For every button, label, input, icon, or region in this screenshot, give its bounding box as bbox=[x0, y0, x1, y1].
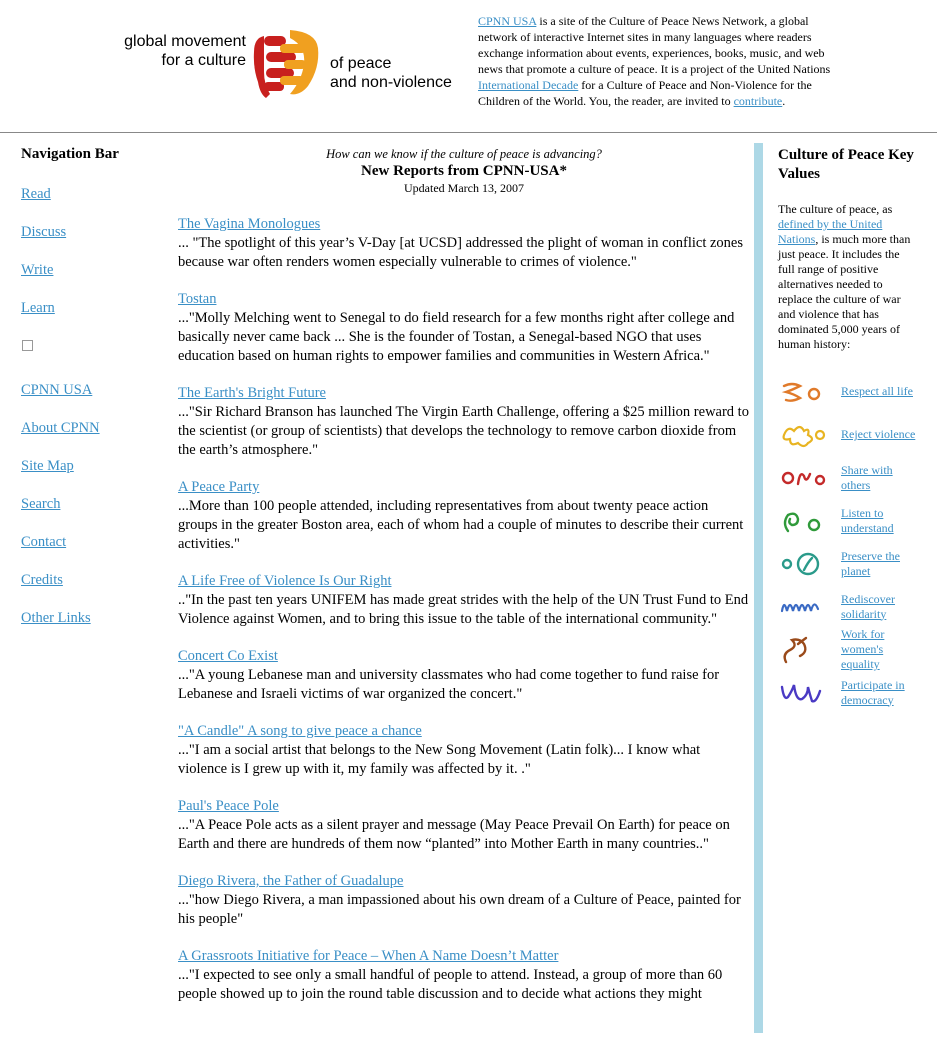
key-value-item bbox=[778, 628, 918, 671]
nav-link-site-map[interactable]: Site Map bbox=[21, 458, 74, 474]
report-title-link[interactable]: A Life Free of Violence Is Our Right bbox=[178, 573, 392, 589]
women-equality-icon bbox=[778, 634, 828, 666]
report-excerpt: ..."how Diego Rivera, a man impassioned about his own dream of a Culture of Peace, painted for his people" bbox=[178, 892, 741, 927]
report-excerpt: ..."Molly Melching went to Senegal to do field research for a few months right after college and basically never came back ... She is the founder of Tostan, a Senegal-based NGO that uses education based on human rights to empower families and communities in Western Africa." bbox=[178, 310, 735, 364]
report-excerpt: ..."I am a social artist that belongs to the New Song Movement (Latin folk)... I know what violence is I grew up with it, my family was affected by it. ." bbox=[178, 742, 701, 777]
report-excerpt: ...More than 100 people attended, including representatives from about twenty peace action groups in the greater Boston area, each of whom had a couple of minutes to describe their current activities." bbox=[178, 498, 744, 552]
peace-logo-icon bbox=[250, 28, 324, 100]
report-item bbox=[178, 478, 750, 554]
planet-icon bbox=[778, 548, 828, 580]
value-link-share[interactable]: Share with others bbox=[841, 462, 893, 492]
header-blurb bbox=[478, 13, 843, 109]
nav-link-other-links[interactable]: Other Links bbox=[21, 610, 91, 626]
value-link-reject-violence[interactable]: Reject violence bbox=[841, 427, 916, 441]
defined-by-un-link[interactable]: defined by the United Nations bbox=[778, 217, 883, 246]
report-item bbox=[178, 290, 750, 366]
key-value-item bbox=[778, 499, 918, 542]
value-link-democracy[interactable]: Participate in democracy bbox=[841, 677, 905, 707]
key-value-item bbox=[778, 370, 918, 413]
value-link-preserve-planet[interactable]: Preserve the planet bbox=[841, 548, 900, 578]
listen-icon bbox=[778, 505, 828, 537]
value-link-solidarity[interactable]: Rediscover solidarity bbox=[841, 591, 895, 621]
report-title-link[interactable]: Concert Co Exist bbox=[178, 648, 278, 664]
report-title-link[interactable]: A Peace Party bbox=[178, 479, 260, 495]
key-value-item bbox=[778, 456, 918, 499]
cpnn-usa-link[interactable]: CPNN USA bbox=[478, 14, 537, 28]
report-excerpt: .."In the past ten years UNIFEM has made great strides with the help of the UN Trust Fund to End Violence against Women, and to bring this issue to the table of the international community." bbox=[178, 592, 749, 627]
key-values-sidebar bbox=[778, 146, 918, 714]
key-value-item bbox=[778, 585, 918, 628]
column-separator-bar bbox=[754, 143, 763, 1033]
key-values-intro bbox=[778, 202, 918, 352]
logo-line-3: of peace bbox=[330, 55, 392, 72]
nav-checkbox[interactable] bbox=[22, 340, 33, 351]
report-title-link[interactable]: "A Candle" A song to give peace a chance bbox=[178, 723, 422, 739]
report-excerpt: ..."A young Lebanese man and university classmates who had come together to fund raise for Lebanese and Israeli victims of war organized the concert." bbox=[178, 667, 720, 702]
navigation-bar bbox=[21, 146, 161, 647]
logo-line-1: global movement bbox=[124, 33, 246, 50]
nav-link-write[interactable]: Write bbox=[21, 262, 54, 278]
nav-link-cpnn-usa[interactable]: CPNN USA bbox=[21, 382, 93, 398]
nav-title: Navigation Bar bbox=[21, 146, 119, 162]
report-item bbox=[178, 722, 750, 779]
logo-line-2: for a culture bbox=[161, 52, 246, 69]
report-title-link[interactable]: A Grassroots Initiative for Peace – When A Name Doesn’t Matter bbox=[178, 948, 559, 964]
intro-text-1: The culture of peace, as bbox=[778, 202, 893, 216]
reject-violence-icon bbox=[778, 419, 828, 451]
report-item bbox=[178, 572, 750, 629]
report-title-link[interactable]: Diego Rivera, the Father of Guadalupe bbox=[178, 873, 404, 889]
blurb-text-3: . bbox=[782, 94, 786, 108]
logo-text-left bbox=[112, 32, 246, 70]
report-title-link[interactable]: The Earth's Bright Future bbox=[178, 385, 326, 401]
report-title-link[interactable]: Paul's Peace Pole bbox=[178, 798, 279, 814]
intro-text-2: , is much more than just peace. It includes the full range of positive alternatives needed to replace the culture of war and violence that has dominated 5,000 years of human history: bbox=[778, 232, 911, 351]
international-decade-link[interactable]: International Decade bbox=[478, 78, 579, 92]
democracy-icon bbox=[778, 677, 828, 709]
value-link-listen[interactable]: Listen to understand bbox=[841, 505, 894, 535]
blurb-text-2: for a Culture of Peace and Non-Violence for the Children of the World. You, the reader, are invited to bbox=[478, 78, 812, 108]
reports-title: New Reports from CPNN-USA* bbox=[361, 163, 567, 179]
report-excerpt: ... "The spotlight of this year’s V-Day [at UCSD] addressed the plight of woman in conflict zones because war often renders women especially vulnerable to crimes of violence." bbox=[178, 235, 744, 270]
nav-link-contact[interactable]: Contact bbox=[21, 534, 67, 550]
key-values-title: Culture of Peace Key Values bbox=[778, 147, 914, 182]
report-item bbox=[178, 647, 750, 704]
contribute-link[interactable]: contribute bbox=[733, 94, 783, 108]
value-link-respect-life[interactable]: Respect all life bbox=[841, 384, 913, 398]
report-excerpt: ..."I expected to see only a small handful of people to attend. Instead, a group of more than 60 people showed up to join the round table discussion and to decide what actions they might bbox=[178, 967, 723, 1002]
reports-question: How can we know if the culture of peace is advancing? bbox=[326, 147, 602, 161]
report-item bbox=[178, 872, 750, 929]
nav-link-about-cpnn[interactable]: About CPNN bbox=[21, 420, 100, 436]
logo-line-4: and non-violence bbox=[330, 74, 452, 91]
key-value-item bbox=[778, 542, 918, 585]
report-item bbox=[178, 797, 750, 854]
report-title-link[interactable]: Tostan bbox=[178, 291, 217, 307]
report-item bbox=[178, 384, 750, 460]
nav-link-search[interactable]: Search bbox=[21, 496, 61, 512]
value-link-women-equality[interactable]: Work for women's equality bbox=[841, 627, 885, 671]
report-excerpt: ..."A Peace Pole acts as a silent prayer and message (May Peace Prevail On Earth) for peace on Earth and there are hundreds of them now “planted” into Mother Earth in many countries.." bbox=[178, 817, 730, 852]
solidarity-icon bbox=[778, 591, 828, 623]
report-item bbox=[178, 215, 750, 272]
blurb-text-1: is a site of the Culture of Peace News Network, a global network of interactive Internet sites in many languages where readers exchange information about events, experiences, books, music, and web news that promote a culture of peace. It is a project of the United Nations bbox=[478, 14, 831, 76]
respect-life-icon bbox=[778, 376, 828, 408]
reports-updated-date: Updated March 13, 2007 bbox=[404, 181, 524, 195]
page-header bbox=[0, 0, 937, 133]
nav-link-learn[interactable]: Learn bbox=[21, 300, 55, 316]
report-title-link[interactable]: The Vagina Monologues bbox=[178, 216, 321, 232]
key-value-item bbox=[778, 413, 918, 456]
nav-link-credits[interactable]: Credits bbox=[21, 572, 63, 588]
report-item bbox=[178, 947, 750, 1004]
reports-column bbox=[178, 146, 750, 1022]
key-value-item bbox=[778, 671, 918, 714]
nav-spacer bbox=[21, 351, 161, 381]
logo-text-right bbox=[330, 54, 452, 92]
share-icon bbox=[778, 462, 828, 494]
nav-link-read[interactable]: Read bbox=[21, 186, 51, 202]
nav-link-discuss[interactable]: Discuss bbox=[21, 224, 67, 240]
report-excerpt: ..."Sir Richard Branson has launched The Virgin Earth Challenge, offering a $25 million reward to the scientist (or group of scientists) that develops the technology to remove carbon dioxide from the earth’s atmosphere." bbox=[178, 404, 749, 458]
